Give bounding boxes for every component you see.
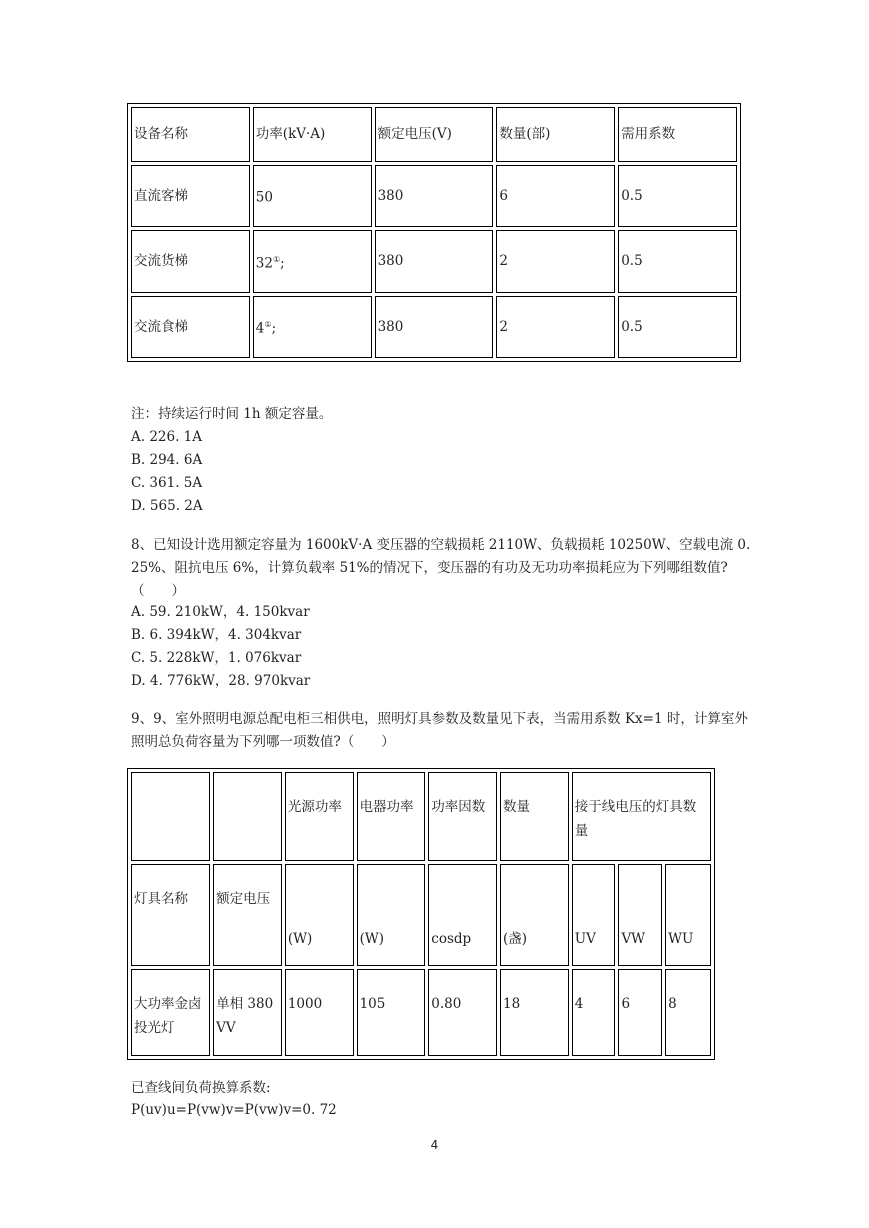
- cell-ballast-power: 105: [357, 969, 426, 1056]
- page-number: 4: [430, 1138, 439, 1152]
- option-c: C. 5. 228kW，1. 076kvar: [131, 650, 302, 666]
- option-a: A. 59. 210kW，4. 150kvar: [131, 604, 310, 620]
- table-header-row: [131, 772, 711, 861]
- unit-cos: cosdp: [428, 864, 497, 965]
- unit-w: (W): [285, 864, 354, 965]
- cell-power: 32①;: [253, 230, 372, 292]
- cell-count: 2: [496, 296, 615, 358]
- unit-w: (W): [357, 864, 426, 965]
- header-power-factor: 功率因数: [428, 772, 497, 861]
- cell-count: 6: [496, 165, 615, 227]
- option-d: D. 4. 776kW，28. 970kvar: [131, 673, 311, 689]
- option-b: B. 294. 6A: [131, 452, 203, 468]
- table-note: 注：持续运行时间 1h 额定容量。: [131, 406, 333, 422]
- cell-factor: 0.5: [618, 230, 737, 292]
- cell-name: 交流食梯: [131, 296, 250, 358]
- table-row: [131, 969, 711, 1056]
- unit-wu: WU: [665, 864, 711, 965]
- conversion-note: 已查线间负荷换算系数:: [131, 1080, 271, 1096]
- header-line-voltage: 接于线电压的灯具数量: [572, 772, 711, 861]
- cell-light-power: 1000: [285, 969, 354, 1056]
- cell-wu: 8: [665, 969, 711, 1056]
- cell-factor: 0.5: [618, 165, 737, 227]
- header-cell: 设备名称: [131, 107, 250, 162]
- question-9-stem: 9、9、室外照明电源总配电柜三相供电，照明灯具参数及数量见下表，当需用系数 Kx=1 时，计算室外照明总负荷容量为下列哪一项数值?（ ）: [131, 711, 748, 750]
- unit-uv: UV: [572, 864, 616, 965]
- empty-cell: [131, 772, 210, 861]
- cell-voltage: 380: [375, 296, 494, 358]
- cell-name: 交流货梯: [131, 230, 250, 292]
- cell-power: 4①;: [253, 296, 372, 358]
- cell-voltage: 380: [375, 230, 494, 292]
- unit-vw: VW: [618, 864, 662, 965]
- option-a: A. 226. 1A: [131, 429, 203, 445]
- option-d: D. 565. 2A: [131, 498, 203, 514]
- table-units-row: [131, 864, 711, 965]
- table-row: [131, 230, 737, 292]
- cell-voltage: 380: [375, 165, 494, 227]
- cell-power-factor: 0.80: [428, 969, 497, 1056]
- header-rated-voltage: 额定电压: [213, 864, 282, 965]
- option-c: C. 361. 5A: [131, 475, 203, 491]
- unit-count: (盏): [500, 864, 569, 965]
- lighting-table: [127, 768, 715, 1060]
- question-8-stem: 8、已知设计选用额定容量为 1600kV·A 变压器的空载损耗 2110W、负载损耗 10250W、空载电流 0. 25%、阻抗电压 6%，计算负载率 51%的情况下，变压器的有功及无功功率损耗应为下列哪组数值?（ ）: [131, 537, 751, 599]
- cell-power: 50: [253, 165, 372, 227]
- header-count: 数量: [500, 772, 569, 861]
- cell-rated-voltage: 单相 380VV: [213, 969, 282, 1056]
- header-cell: 额定电压(V): [375, 107, 494, 162]
- cell-name: 直流客梯: [131, 165, 250, 227]
- header-lamp-name: 灯具名称: [131, 864, 210, 965]
- header-cell: 需用系数: [618, 107, 737, 162]
- cell-vw: 6: [618, 969, 662, 1056]
- empty-cell: [213, 772, 282, 861]
- option-b: B. 6. 394kW，4. 304kvar: [131, 627, 302, 643]
- cell-lamp-name: 大功率金卤投光灯: [131, 969, 210, 1056]
- table-header-row: [131, 107, 737, 162]
- elevator-table: [127, 103, 741, 362]
- cell-count: 18: [500, 969, 569, 1056]
- cell-count: 2: [496, 230, 615, 292]
- table-row: [131, 296, 737, 358]
- cell-factor: 0.5: [618, 296, 737, 358]
- conversion-formula: P(uv)u=P(vw)v=P(vw)v=0. 72: [131, 1102, 337, 1118]
- header-cell: 数量(部): [496, 107, 615, 162]
- header-cell: 功率(kV·A): [253, 107, 372, 162]
- header-light-power: 光源功率: [285, 772, 354, 861]
- header-ballast-power: 电器功率: [357, 772, 426, 861]
- cell-uv: 4: [572, 969, 616, 1056]
- table-row: [131, 165, 737, 227]
